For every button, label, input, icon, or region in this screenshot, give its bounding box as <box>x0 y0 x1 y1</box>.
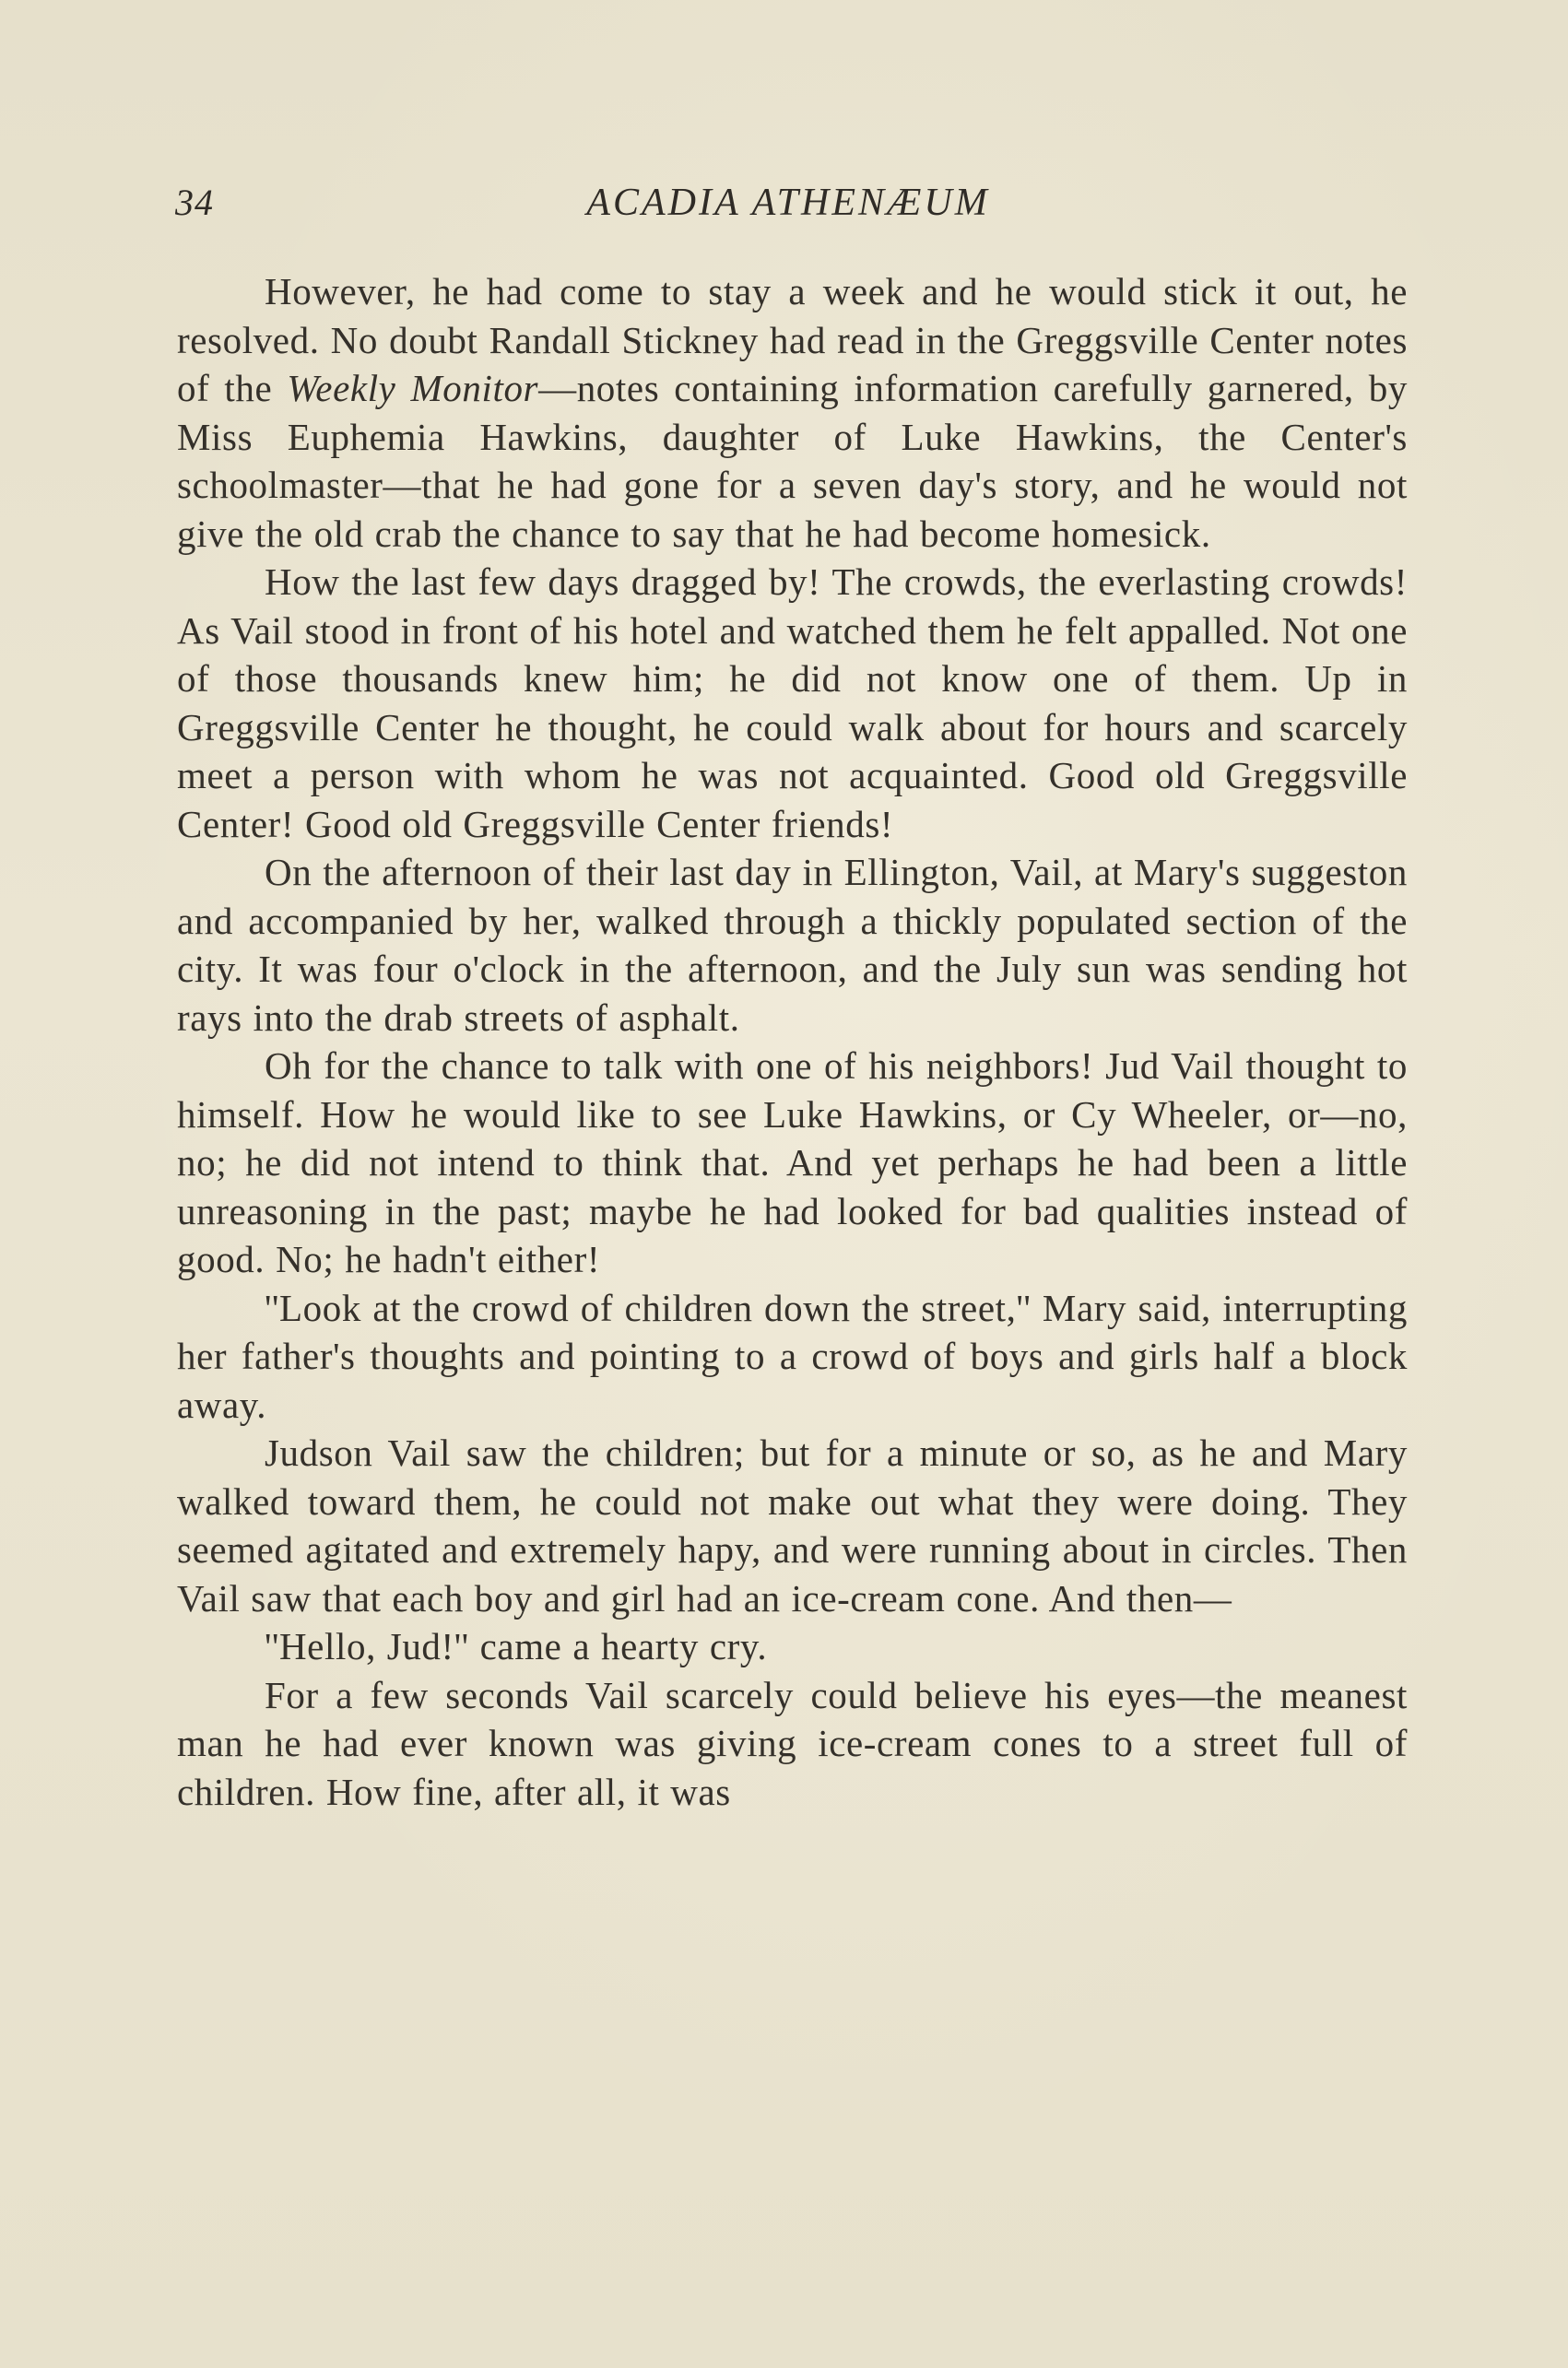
paragraph: How the last few days dragged by! The crowds, the everlasting crowds! As Vail stood in front of his hotel and watched them he felt appalled. Not one of those thousands knew him; he did not know one of them. Up in Greggsville Center he thought, he could walk about for hours and scarcely meet a person with whom he was not acquainted. Good old Greggsville Center! Good old Greggsville Center friends! <box>177 560 1408 845</box>
running-head <box>175 181 1401 236</box>
paragraph-text: However, he had come to stay a week and he would stick it out, he resolved. No doubt Randall Stickney had read in the Greggsville Center notes of the <box>177 270 1408 409</box>
paragraph: ''Hello, Jud!'' came a hearty cry. <box>265 1625 768 1667</box>
paragraph-text: —notes containing information carefully garnered, by Miss Euphemia Hawkins, daughter of Luke Hawkins, the Center's schoolmaster—that he had gone for a seven day's story, and he would not give the old crab the chance to say that he had become homesick. <box>177 367 1408 555</box>
paragraph: Oh for the chance to talk with one of his neighbors! Jud Vail thought to himself. How he would like to see Luke Hawkins, or Cy Wheeler, or—no, no; he did not intend to think that. And yet perhaps he had been a little unreasoning in the past; maybe he had looked for bad qualities instead of good. No; he hadn't either! <box>177 1044 1408 1280</box>
paragraph <box>177 267 1408 558</box>
paragraph: ''Look at the crowd of children down the street,'' Mary said, interrupting her father's thoughts and pointing to a crowd of boys and girls half a block away. <box>177 1286 1408 1426</box>
paragraph: Judson Vail saw the children; but for a minute or so, as he and Mary walked toward them, he could not make out what they were doing. They seemed agitated and extremely hapy, and were running about in circles. Then Vail saw that each boy and girl had an ice-cream cone. And then— <box>177 1431 1408 1620</box>
paragraph: For a few seconds Vail scarcely could believe his eyes—the meanest man he had ever known was giving ice-cream cones to a street full of children. How fine, after all, it was <box>177 1673 1408 1813</box>
body-text <box>177 267 1408 1816</box>
journal-title: ACADIA ATHENÆUM <box>586 182 990 224</box>
page-number: 34 <box>175 182 214 223</box>
italic-title: Weekly Monitor <box>287 367 539 409</box>
paragraph: On the afternoon of their last day in Ellington, Vail, at Mary's suggeston and accompanied by her, walked through a thickly populated section of the city. It was four o'clock in the afternoon, and the July sun was sending hot rays into the drab streets of asphalt. <box>177 851 1408 1039</box>
